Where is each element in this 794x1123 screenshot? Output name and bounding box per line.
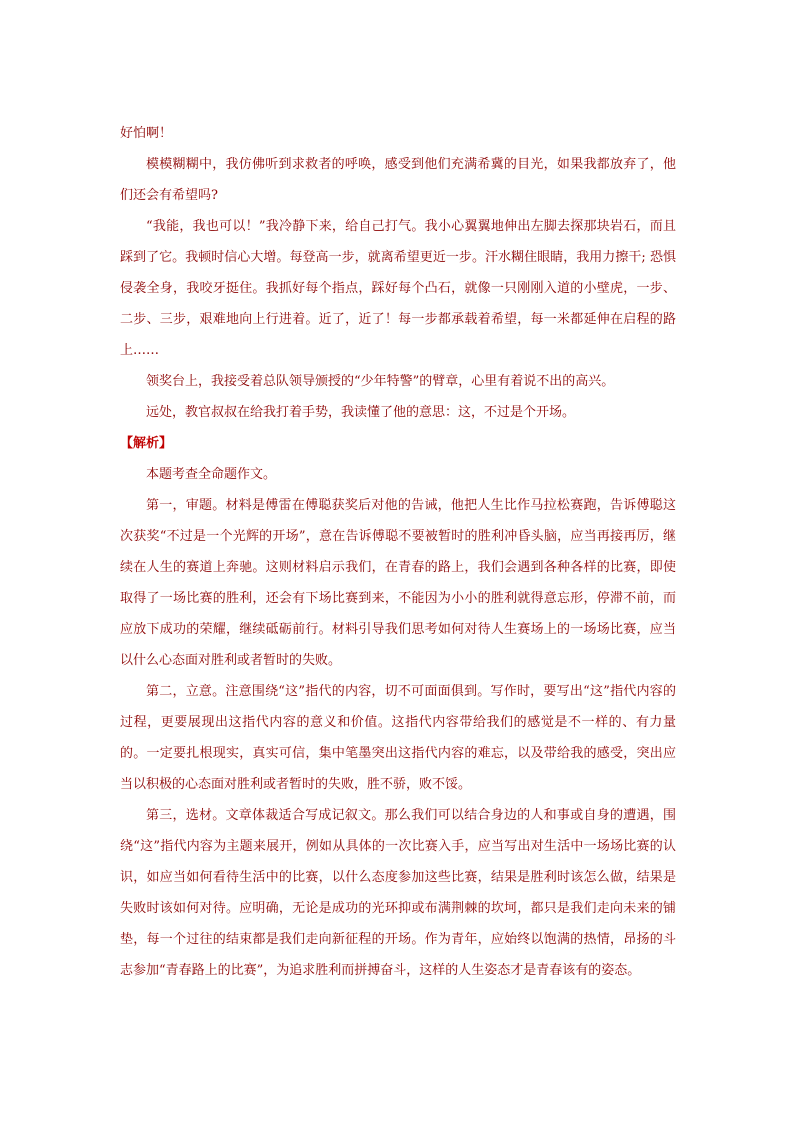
essay-paragraph-1: 模模糊糊中，我仿佛听到求救者的呼唤，感受到他们充满希冀的目光，如果我都放弃了，他们还会有希望吗?: [120, 157, 676, 203]
analysis-paragraph-3: 第二，立意。注意围绕“这”指代的内容，切不可面面俱到。写作时，要写出“这”指代内容的过程，更要展现出这指代内容的意义和价值。这指代内容带给我们的感觉是不一样的、有力量的。一定要扎根现实，真实可信，集中笔墨突出这指代内容的难忘，以及带给我的感受，突出应当以积极的心态面对胜利或者暂时的失败，胜不骄，败不馁。: [120, 684, 676, 792]
essay-paragraph-3: 领奖台上，我接受着总队领导颁授的“少年特警”的臂章，心里有着说不出的高兴。: [146, 374, 615, 389]
essay-paragraph-4: 远处，教官叔叔在给我打着手势，我读懂了他的意思：这，不过是个开场。: [146, 405, 576, 420]
analysis-heading: 【解析】: [120, 436, 173, 451]
essay-paragraph-0: 好怕啊！: [120, 126, 173, 141]
essay-paragraph-2: “我能，我也可以！”我冷静下来，给自己打气。我小心翼翼地伸出左脚去探那块岩石，而且踩到了它。我顿时信心大增。每登高一步，就离希望更近一步。汗水糊住眼睛，我用力擦干; 恐惧侵袭全身，我咬牙挺住。我抓好每个指点，踩好每个凸石，就像一只刚刚入道的小壁虎，一步、二步、三步，艰难地向上行进着。近了，近了！每一步都承载着希望，每一米都延伸在启程的路上……: [120, 219, 676, 358]
analysis-paragraph-2: 第一，审题。材料是傅雷在傅聪获奖后对他的告诫，他把人生比作马拉松赛跑，告诉傅聪这次获奖“不过是一个光辉的开场”，意在告诉傅聪不要被暂时的胜利冲昏头脑，应当再接再厉，继续在人生的赛道上奔驰。这则材料启示我们，在青春的路上，我们会遇到各种各样的比赛，即使取得了一场比赛的胜利，还会有下场比赛到来，不能因为小小的胜利就得意忘形，停滞不前，而应放下成功的荣耀，继续砥砺前行。材料引导我们思考如何对待人生赛场上的一场场比赛，应当以什么心态面对胜利或者暂时的失败。: [120, 498, 676, 668]
analysis-paragraph-4: 第三，选材。文章体裁适合写成记叙文。那么我们可以结合身边的人和事或自身的遭遇，围绕“这”指代内容为主题来展开，例如从具体的一次比赛入手，应当写出对生活中一场场比赛的认识，如应当如何看待生活中的比赛，以什么态度参加这些比赛，结果是胜利时该怎么做，结果是失败时该如何对待。应明确，无论是成功的光环抑或布满荆棘的坎坷，都只是我们走向未来的铺垫，每一个过往的结束都是我们走向新征程的开场。作为青年，应始终以饱满的热情，昂扬的斗志参加“青春路上的比赛”，为追求胜利而拼搏奋斗，这样的人生姿态才是青春该有的姿态。: [120, 808, 676, 978]
analysis-paragraph-1: 本题考查全命题作文。: [146, 467, 277, 482]
document-page: [120, 118, 676, 986]
